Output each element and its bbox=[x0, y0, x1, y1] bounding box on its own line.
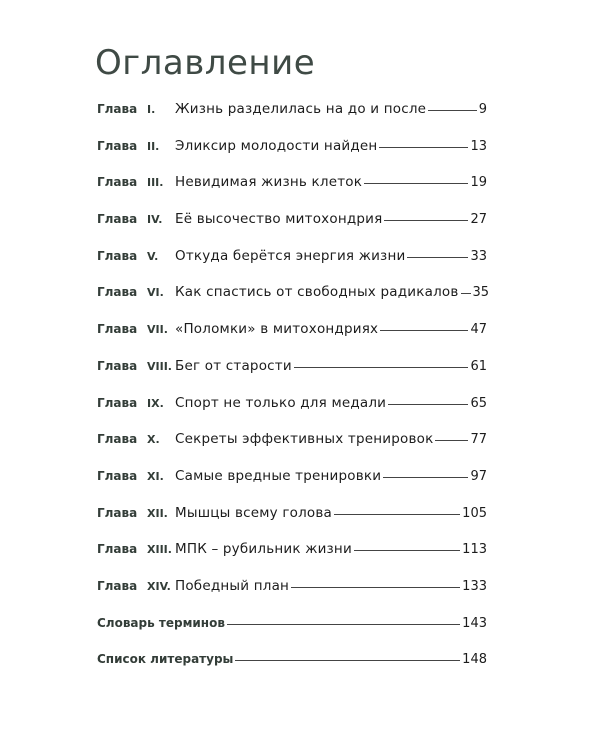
dot-leader bbox=[435, 440, 468, 441]
chapter-title: Секреты эффективных тренировок bbox=[175, 431, 434, 448]
dot-leader bbox=[379, 147, 468, 148]
page-number: 19 bbox=[470, 175, 487, 191]
toc-row[interactable] bbox=[97, 275, 490, 312]
chapter-label: Глава bbox=[97, 212, 138, 227]
chapter-title: Как спастись от свободных радикалов bbox=[175, 284, 459, 301]
toc-row-references[interactable] bbox=[97, 642, 487, 679]
chapter-label: Глава bbox=[97, 248, 138, 263]
page-number: 133 bbox=[462, 578, 487, 594]
toc-row[interactable] bbox=[97, 201, 487, 238]
page-number: 27 bbox=[470, 212, 487, 228]
chapter-number: XII. bbox=[147, 506, 168, 520]
table-of-contents bbox=[97, 101, 490, 678]
page-number: 65 bbox=[470, 395, 487, 411]
dot-leader bbox=[291, 587, 460, 588]
toc-row-glossary[interactable] bbox=[97, 605, 487, 642]
chapter-number: IV. bbox=[147, 213, 163, 227]
chapter-number: XIV. bbox=[147, 579, 171, 593]
page-number: 35 bbox=[472, 285, 490, 301]
chapter-title: Невидимая жизнь клеток bbox=[175, 174, 363, 191]
dot-leader bbox=[227, 624, 460, 625]
toc-row[interactable] bbox=[97, 348, 487, 385]
dot-leader bbox=[383, 477, 468, 478]
glossary-title: Словарь терминов bbox=[97, 615, 225, 630]
chapter-title: Победный план bbox=[175, 577, 290, 594]
page-title: Оглавление bbox=[95, 43, 316, 83]
dot-leader bbox=[294, 367, 469, 368]
dot-leader bbox=[428, 110, 477, 111]
dot-leader bbox=[235, 660, 460, 661]
chapter-title: Спорт не только для медали bbox=[175, 394, 387, 411]
toc-row[interactable] bbox=[97, 532, 487, 569]
chapter-label: Глава bbox=[97, 468, 138, 483]
toc-row[interactable] bbox=[97, 101, 487, 128]
toc-row[interactable] bbox=[97, 165, 487, 202]
toc-row[interactable] bbox=[97, 458, 487, 495]
toc-row[interactable] bbox=[97, 568, 487, 605]
page-number: 13 bbox=[470, 138, 487, 154]
page-number: 47 bbox=[470, 322, 487, 338]
chapter-number: X. bbox=[147, 433, 160, 447]
references-title: Список литературы bbox=[97, 652, 234, 667]
page-number: 61 bbox=[470, 358, 487, 374]
chapter-number: XI. bbox=[147, 469, 164, 483]
chapter-label: Глава bbox=[97, 432, 138, 447]
chapter-title: МПК – рубильник жизни bbox=[175, 541, 352, 558]
chapter-label: Глава bbox=[97, 285, 138, 300]
chapter-number: VII. bbox=[147, 323, 168, 337]
toc-row[interactable] bbox=[97, 311, 487, 348]
chapter-title: Откуда берётся энергия жизни bbox=[175, 247, 406, 264]
chapter-title: Бег от старости bbox=[175, 357, 292, 374]
dot-leader bbox=[384, 220, 468, 221]
toc-row[interactable] bbox=[97, 128, 487, 165]
chapter-label: Глава bbox=[97, 505, 138, 520]
chapter-title: Жизнь разделилась на до и после bbox=[175, 101, 427, 117]
toc-row[interactable] bbox=[97, 422, 487, 459]
chapter-title: Её высочество митохондрия bbox=[175, 211, 383, 228]
chapter-number: VIII. bbox=[147, 359, 172, 373]
page-number: 148 bbox=[462, 652, 487, 668]
chapter-title: Самые вредные тренировки bbox=[175, 467, 382, 484]
dot-leader bbox=[407, 257, 468, 258]
dot-leader bbox=[388, 404, 468, 405]
dot-leader bbox=[380, 330, 468, 331]
page-number: 143 bbox=[462, 615, 487, 631]
toc-row[interactable] bbox=[97, 495, 487, 532]
chapter-number: II. bbox=[147, 139, 160, 153]
chapter-number: III. bbox=[147, 176, 164, 190]
dot-leader bbox=[354, 550, 460, 551]
chapter-label: Глава bbox=[97, 175, 138, 190]
chapter-title: Мышцы всему голова bbox=[175, 504, 333, 521]
chapter-label: Глава bbox=[97, 542, 138, 557]
chapter-label: Глава bbox=[97, 578, 138, 593]
page-number: 105 bbox=[462, 505, 487, 521]
chapter-number: I. bbox=[147, 103, 156, 116]
chapter-title: «Поломки» в митохондриях bbox=[175, 321, 379, 338]
chapter-label: Глава bbox=[97, 102, 138, 116]
page-number: 113 bbox=[462, 542, 487, 558]
page-number: 9 bbox=[478, 102, 487, 117]
chapter-number: IX. bbox=[147, 396, 164, 410]
page-number: 77 bbox=[470, 432, 487, 448]
chapter-label: Глава bbox=[97, 138, 138, 153]
chapter-label: Глава bbox=[97, 322, 138, 337]
dot-leader bbox=[334, 514, 460, 515]
toc-row[interactable] bbox=[97, 238, 487, 275]
chapter-number: V. bbox=[147, 249, 159, 263]
toc-row[interactable] bbox=[97, 385, 487, 422]
dot-leader bbox=[364, 183, 468, 184]
dot-leader bbox=[461, 293, 471, 294]
chapter-title: Эликсир молодости найден bbox=[175, 137, 378, 154]
chapter-number: VI. bbox=[147, 286, 164, 300]
chapter-label: Глава bbox=[97, 395, 138, 410]
page-number: 33 bbox=[470, 248, 487, 264]
page-number: 97 bbox=[470, 468, 487, 484]
chapter-number: XIII. bbox=[147, 543, 172, 557]
chapter-label: Глава bbox=[97, 358, 138, 373]
